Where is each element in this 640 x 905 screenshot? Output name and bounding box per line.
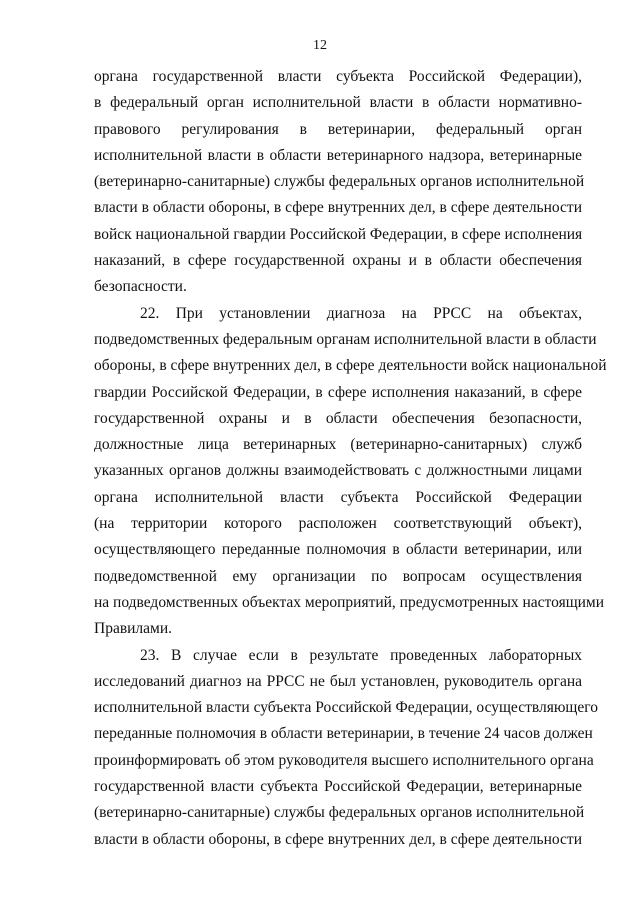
text-line: обороны, в сфере внутренних дел, в сфере деятельности войск национальной (94, 357, 607, 375)
text-line: (на территории которого расположен соответствующий объект), (94, 515, 582, 533)
page-number: 12 (313, 38, 327, 53)
text-line: органа государственной власти субъекта Российской Федерации), (94, 68, 582, 85)
text-line: на подведомственных объектах мероприятий, предусмотренных настоящими (94, 593, 605, 611)
text-line: правового регулирования в ветеринарии, федеральный орган (94, 120, 582, 138)
text-line: государственной власти субъекта Российской Федерации, ветеринарные (94, 778, 582, 796)
text-line: (ветеринарно-санитарные) службы федеральных органов исполнительной (94, 173, 585, 191)
text-line: наказаний, в сфере государственной охраны и в области обеспечения (94, 252, 582, 270)
text-line: Правилами. (94, 620, 173, 638)
text-line: исполнительной власти субъекта Российской Федерации, осуществляющего (94, 699, 598, 717)
document-body (94, 64, 607, 853)
text-line: безопасности. (94, 278, 187, 296)
text-line: (ветеринарно-санитарные) службы федеральных органов исполнительной (94, 804, 585, 822)
text-line: исполнительной власти в области ветеринарного надзора, ветеринарные (94, 146, 582, 164)
text-line: указанных органов должны взаимодействовать с должностными лицами (94, 462, 582, 480)
text-line: власти в области обороны, в сфере внутренних дел, в сфере деятельности (94, 199, 582, 217)
text-line: гвардии Российской Федерации, в сфере исполнения наказаний, в сфере (94, 383, 582, 401)
text-line: подведомственной ему организации по вопросам осуществления (94, 567, 582, 585)
text-line: в федеральный орган исполнительной власти в области нормативно- (94, 94, 582, 112)
text-line: переданные полномочия в области ветеринарии, в течение 24 часов должен (94, 725, 593, 743)
paragraph-22-start: 22. При установлении диагноза на РРСС на объектах, (140, 304, 582, 322)
text-line: осуществляющего переданные полномочия в области ветеринарии, или (94, 541, 582, 559)
text-line: органа исполнительной власти субъекта Российской Федерации (94, 488, 582, 506)
paragraph-23-start: 23. В случае если в результате проведенных лабораторных (140, 646, 582, 664)
text-line: войск национальной гвардии Российской Федерации, в сфере исполнения (94, 225, 583, 243)
text-line: проинформировать об этом руководителя высшего исполнительного органа (94, 751, 594, 769)
text-line: государственной охраны и в области обеспечения безопасности, (94, 409, 582, 427)
text-line: власти в области обороны, в сфере внутренних дел, в сфере деятельности (94, 830, 582, 848)
text-line: подведомственных федеральным органам исполнительной власти в области (94, 330, 597, 348)
text-line: должностные лица ветеринарных (ветеринарно-санитарных) служб (94, 436, 582, 454)
text-line: исследований диагноз на РРСС не был установлен, руководитель органа (94, 672, 582, 690)
